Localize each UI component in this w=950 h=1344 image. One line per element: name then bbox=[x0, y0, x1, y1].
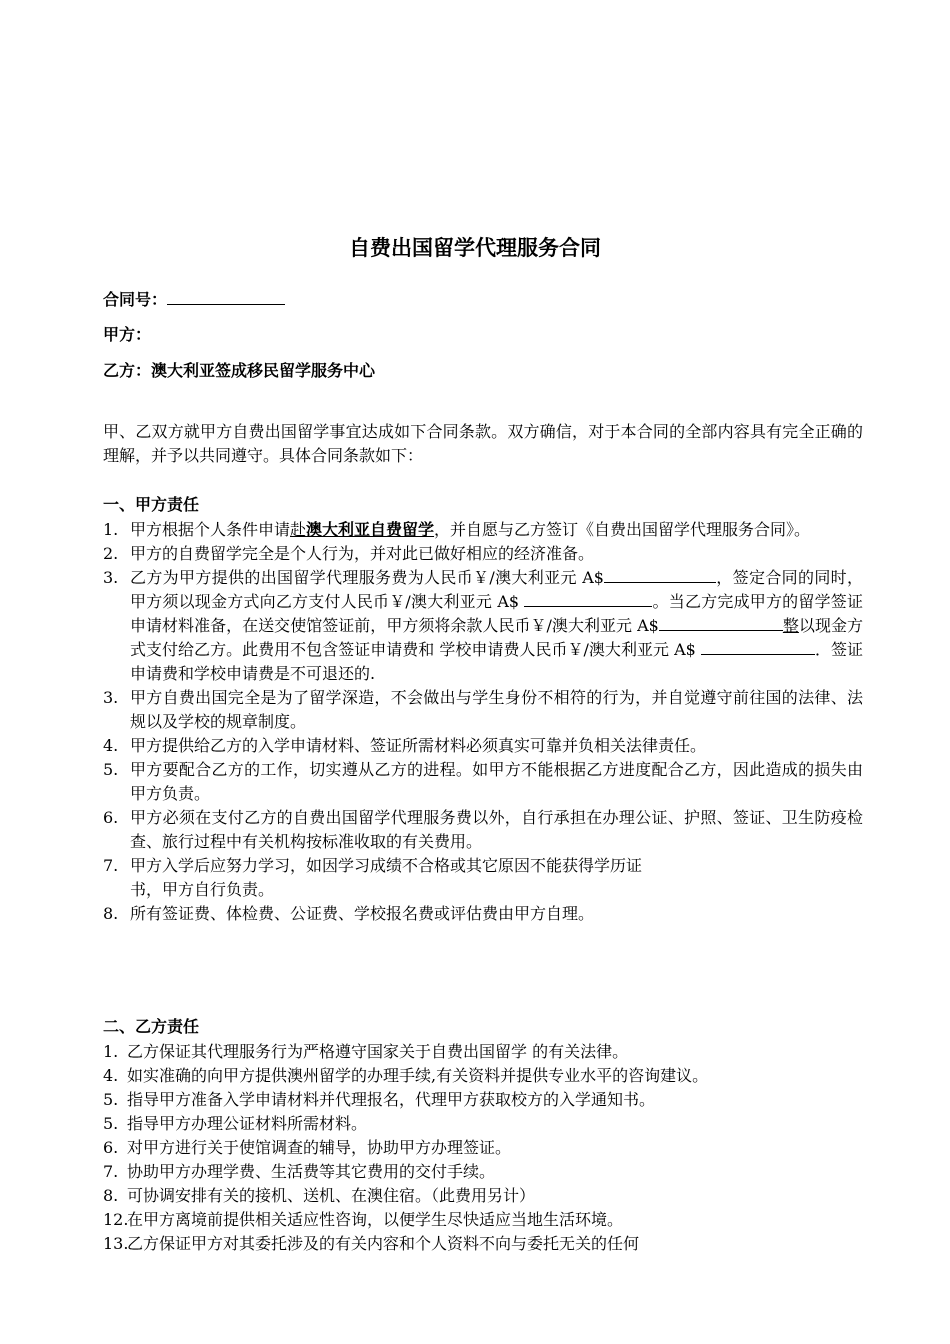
list-item: 13. 乙方保证甲方对其委托涉及的有关内容和个人资料不向与委托无关的任何 bbox=[103, 1234, 640, 1253]
document-title: 自费出国留学代理服务合同 bbox=[349, 236, 601, 260]
list-item: 3. 乙方为甲方提供的出国留学代理服务费为人民币￥/澳大利亚元 A$ ，签定合同的同时，甲方须以现金方式向乙方支付人民币￥/澳大利亚元 A$ 。当乙方完成甲方的留学签证申请材料准备，在送交使馆签证前，甲方须将余款人民币￥/澳大利亚元 A$ 整以现金方式支付给乙方。此费用不包含签证申请费和 学校申请费人民币￥/澳大利亚元 A$ ．签证申请费和学校申请费是不可退还的. bbox=[103, 568, 863, 683]
section-2-heading: 二、乙方责任 bbox=[103, 1017, 200, 1036]
party-b-line: 乙方：澳大利亚签成移民留学服务中心 bbox=[103, 361, 376, 380]
list-item: 2. 甲方的自费留学完全是个人行为，并对此已做好相应的经济准备。 bbox=[103, 544, 595, 563]
list-item: 5. 指导甲方准备入学申请材料并代理报名，代理甲方获取校方的入学通知书。 bbox=[103, 1090, 656, 1109]
list-item: 6. 对甲方进行关于使馆调查的辅导，协助甲方办理签证。 bbox=[103, 1138, 512, 1157]
list-item: 8. 所有签证费、体检费、公证费、学校报名费或评估费由甲方自理。 bbox=[103, 904, 595, 923]
list-item: 7. 甲方入学后应努力学习，如因学习成绩不合格或其它原因不能获得学历证 书，甲方自行负责。 bbox=[103, 856, 643, 899]
intro-paragraph: 甲、乙双方就甲方自费出国留学事宜达成如下合同条款。双方确信，对于本合同的全部内容具有完全正确的理解，并予以共同遵守。具体合同条款如下： bbox=[103, 422, 863, 465]
fee-blank bbox=[604, 566, 716, 583]
list-item: 4. 甲方提供给乙方的入学申请材料、签证所需材料必须真实可靠并负相关法律责任。 bbox=[103, 736, 707, 755]
balance-blank bbox=[659, 614, 783, 631]
list-item: 3. 甲方自费出国完全是为了留学深造，不会做出与学生身份不相符的行为，并自觉遵守前往国的法律、法规以及学校的规章制度。 bbox=[103, 688, 863, 731]
contract-number-blank bbox=[167, 288, 285, 305]
application-fee-blank bbox=[701, 638, 815, 655]
contract-number-line bbox=[103, 288, 285, 311]
list-item: 1. 甲方根据个人条件申请赴澳大利亚自费留学，并自愿与乙方签订《自费出国留学代理服务合同》。 bbox=[103, 520, 811, 539]
section-1-heading: 一、甲方责任 bbox=[103, 495, 200, 514]
section-2-list bbox=[103, 1040, 863, 1256]
list-item: 8. 可协调安排有关的接机、送机、在澳住宿。（此费用另计） bbox=[103, 1186, 536, 1205]
deposit-blank bbox=[524, 590, 652, 607]
list-item: 7. 协助甲方办理学费、生活费等其它费用的交付手续。 bbox=[103, 1162, 496, 1181]
list-item: 1. 乙方保证其代理服务行为严格遵守国家关于自费出国留学 的有关法律。 bbox=[103, 1042, 629, 1061]
section-1-list bbox=[103, 518, 863, 926]
contract-number-label: 合同号： bbox=[103, 290, 168, 309]
list-item: 5. 指导甲方办理公证材料所需材料。 bbox=[103, 1114, 368, 1133]
list-item: 12. 在甲方离境前提供相关适应性咨询，以便学生尽快适应当地生活环境。 bbox=[103, 1210, 624, 1229]
party-a-line: 甲方： bbox=[103, 325, 152, 344]
list-item: 5. 甲方要配合乙方的工作，切实遵从乙方的进程。如甲方不能根据乙方进度配合乙方，因此造成的损失由甲方负责。 bbox=[103, 760, 863, 803]
list-item: 4. 如实准确的向甲方提供澳州留学的办理手续,有关资料并提供专业水平的咨询建议。 bbox=[103, 1066, 709, 1085]
list-item: 6. 甲方必须在支付乙方的自费出国留学代理服务费以外，自行承担在办理公证、护照、签证、卫生防疫检查、旅行过程中有关机构按标准收取的有关费用。 bbox=[103, 808, 863, 851]
